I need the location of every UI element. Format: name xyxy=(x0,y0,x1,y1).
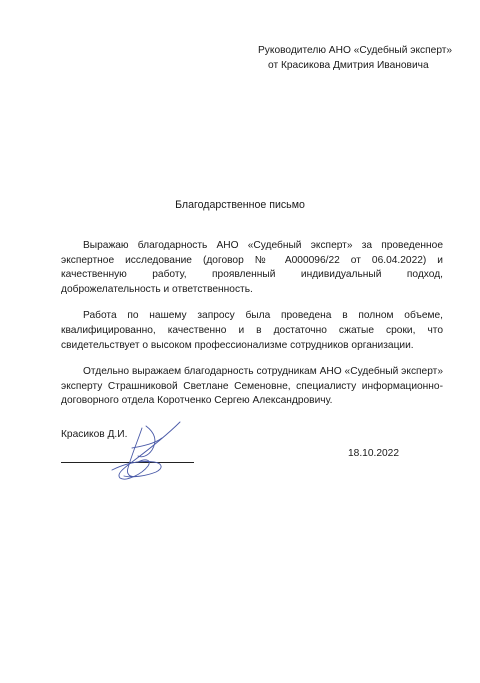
letter-date: 18.10.2022 xyxy=(348,448,399,459)
addressee-sender: от Красикова Дмитрия Ивановича xyxy=(268,59,429,71)
paragraph-staff-thanks: Отдельно выражаем благодарность сотрудникам АНО «Судебный эксперт» эксперту Страшниковой Светлане Семеновне, специалисту информационно-договорного отдела Коротченко Сергею Александровичу. xyxy=(61,366,443,407)
handwritten-signature xyxy=(102,418,192,484)
addressee-block xyxy=(258,44,468,73)
addressee-recipient: Руководителю АНО «Судебный эксперт» xyxy=(258,45,453,56)
letter-title: Благодарственное письмо xyxy=(175,199,305,211)
paragraph-work-quality: Работа по нашему запросу была проведена в полном объеме, квалифицированно, качественно и в достаточно сжатые сроки, что свидетельствует о высоком профессионализме сотрудников организации. xyxy=(61,310,443,351)
paragraph-gratitude: Выражаю благодарность АНО «Судебный эксперт» за проведенное экспертное исследование (договор № А000096/22 от 06.04.2022) и качественную работу, проявленный индивидуальный подход, доброжелательность и ответственность. xyxy=(61,240,443,295)
letter-body xyxy=(61,239,443,421)
signer-name: Красиков Д.И. xyxy=(61,429,128,440)
